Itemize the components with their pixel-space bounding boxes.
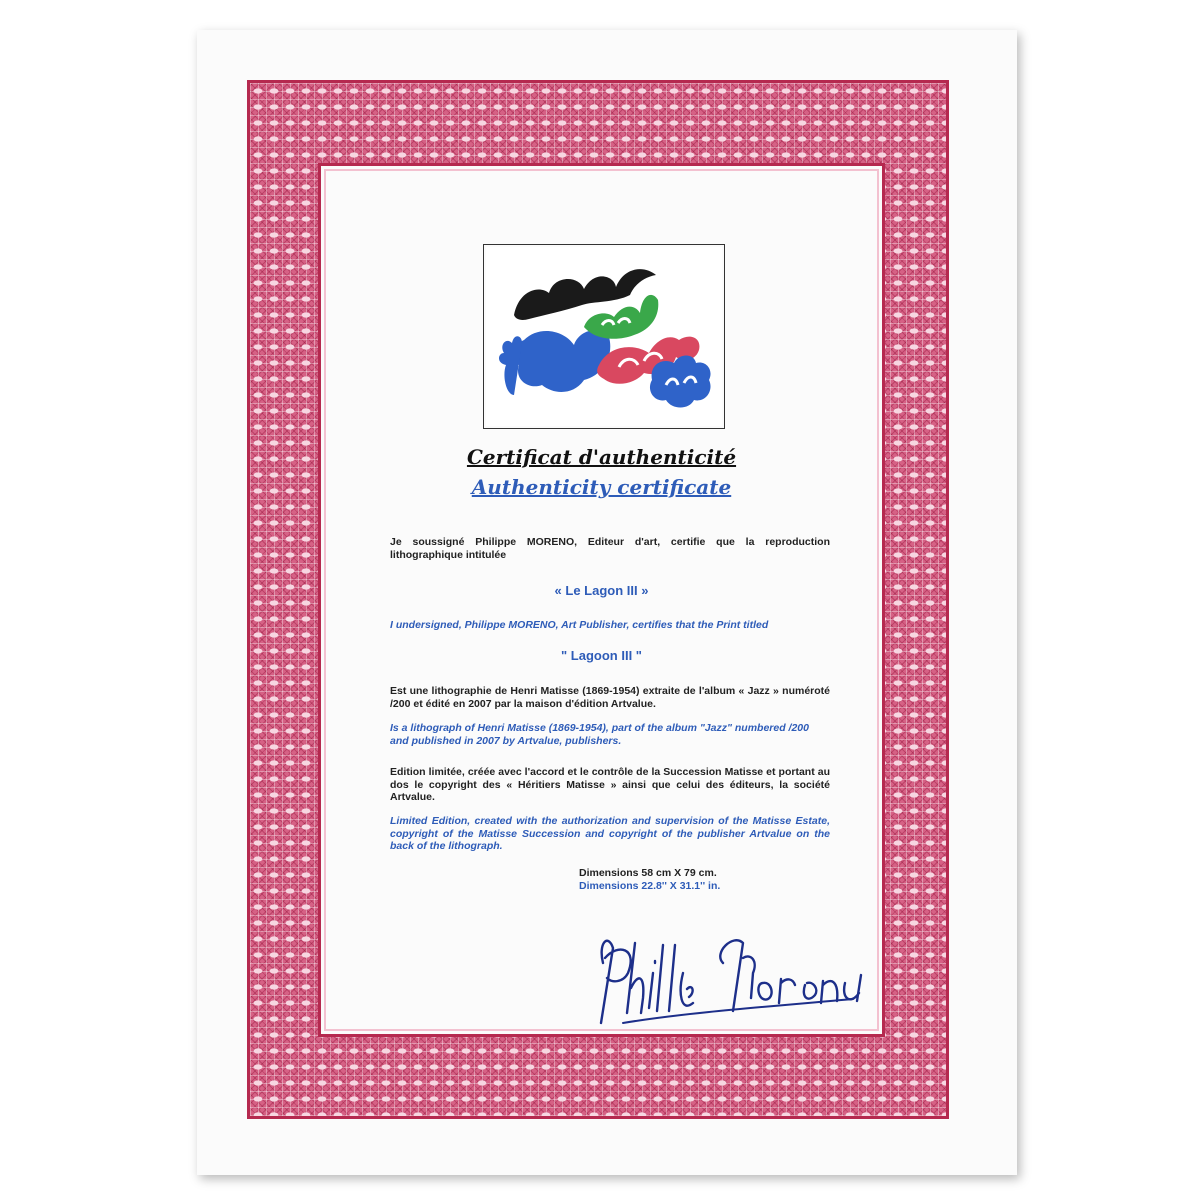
certificate-body [318, 163, 885, 1037]
edition-en: Limited Edition, created with the authorization and supervision of the Matisse Estate, copyright of the Matisse Succession and copyright of the publisher Artvalue on the back of the lithograph. [390, 815, 830, 852]
dimensions-en: Dimensions 22.8'' X 31.1'' in. [579, 880, 721, 892]
certificate-title-en: Authenticity certificate [471, 475, 732, 499]
decorative-border [247, 80, 949, 1119]
artwork-title-en: " Lagoon III " [561, 648, 642, 663]
handwritten-signature [583, 903, 883, 1033]
certificate-sheet [197, 30, 1017, 1175]
statement-fr: Je soussigné Philippe MORENO, Editeur d'art, certifie que la reproduction lithographique intitulée [390, 536, 830, 561]
statement-en: I undersigned, Philippe MORENO, Art Publisher, certifies that the Print titled [390, 619, 769, 631]
artwork-thumbnail [483, 244, 725, 429]
description-en: Is a lithograph of Henri Matisse (1869-1954), part of the album "Jazz" numbered /200 and published in 2007 by Artvalue, publishers. [390, 722, 809, 747]
matisse-cutout-image [484, 245, 724, 428]
artwork-title-fr: « Le Lagon III » [554, 583, 649, 598]
dimensions-fr: Dimensions 58 cm X 79 cm. [579, 867, 717, 879]
edition-fr: Edition limitée, créée avec l'accord et le contrôle de la Succession Matisse et portant au dos le copyright des « Héritiers Matisse » ainsi que celui des éditeurs, la société Artvalue. [390, 766, 830, 803]
description-fr: Est une lithographie de Henri Matisse (1869-1954) extraite de l'album « Jazz » numéroté /200 et édité en 2007 par la maison d'édition Artvalue. [390, 685, 830, 710]
certificate-title-fr: Certificat d'authenticité [466, 445, 737, 469]
